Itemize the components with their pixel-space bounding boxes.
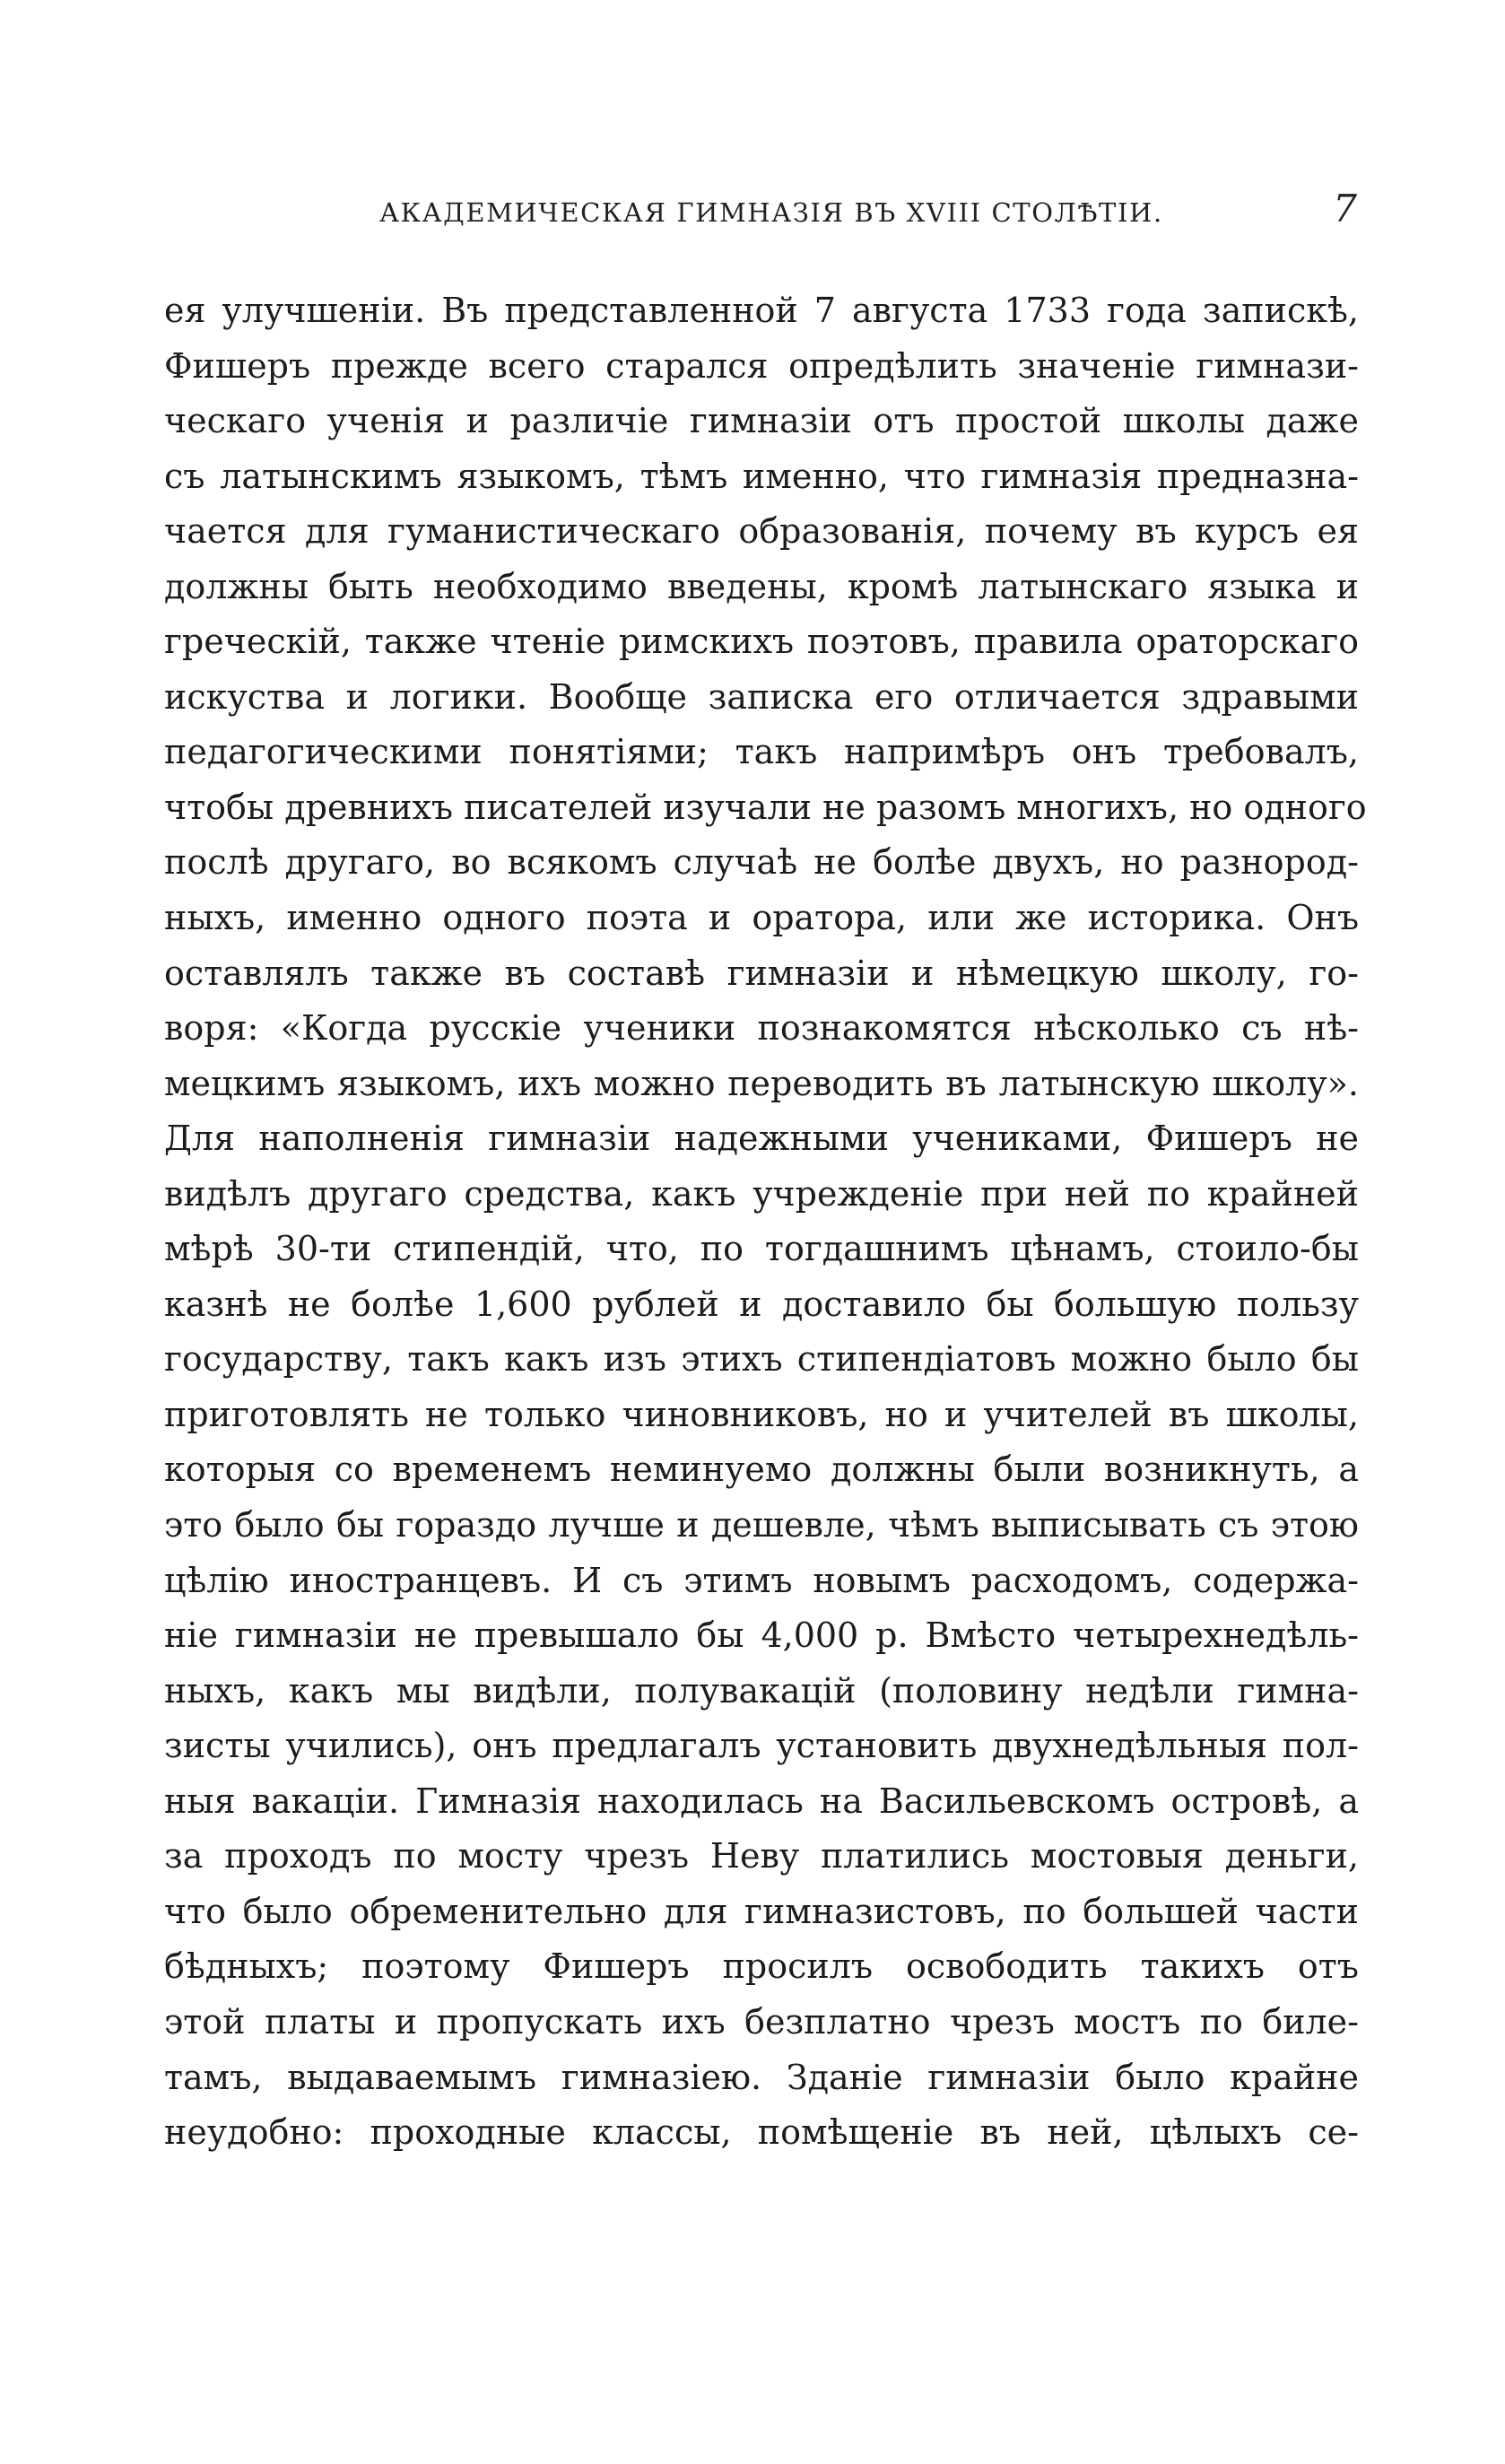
running-title: АКАДЕМИЧЕСКАЯ ГИМНАЗІЯ ВЪ XVIII СТОЛѢТІИ. <box>379 197 1163 228</box>
text-line: за проходъ по мосту чрезъ Неву платились мостовыя деньги, <box>164 1836 1359 1876</box>
text-line: должны быть необходимо введены, кромѣ латынскаго языка и <box>164 566 1359 606</box>
text-line: видѣлъ другаго средства, какъ учрежденіе при ней по крайней <box>164 1173 1359 1214</box>
text-line: Фишеръ прежде всего старался опредѣлить значеніе гимнази- <box>164 345 1359 386</box>
text-line: ея улучшеніи. Въ представленной 7 августа 1733 года запискѣ, <box>164 291 1359 330</box>
text-line: чается для гуманистическаго образованія, почему въ курсъ ея <box>164 511 1359 552</box>
text-line: ныхъ, какъ мы видѣли, полувакацій (половину недѣли гимна- <box>164 1670 1359 1711</box>
running-head <box>164 187 1357 233</box>
text-line: мецкимъ языкомъ, ихъ можно переводить въ латынскую школу». <box>164 1063 1359 1103</box>
text-line: греческій, также чтеніе римскихъ поэтовъ, правила ораторскаго <box>164 622 1359 662</box>
text-line: мѣрѣ 30-ти стипендій, что, по тогдашнимъ цѣнамъ, стоило-бы <box>164 1229 1359 1269</box>
text-line: оставлялъ также въ составѣ гимназіи и нѣмецкую школу, го- <box>164 953 1359 993</box>
text-line: воря: «Когда русскіе ученики познакомятся нѣсколько съ нѣ- <box>164 1008 1359 1049</box>
text-line: бѣдныхъ; поэтому Фишеръ просилъ освободить такихъ отъ <box>164 1946 1359 1987</box>
text-line: ніе гимназіи не превышало бы 4,000 р. Вмѣсто четырехнедѣль- <box>164 1615 1359 1656</box>
body-text <box>164 283 1367 2161</box>
text-line: зисты учились), онъ предлагалъ установить двухнедѣльныя пол- <box>164 1726 1359 1766</box>
text-line: ныхъ, именно одного поэта и оратора, или же историка. Онъ <box>164 898 1359 938</box>
text-line: педагогическими понятіями; такъ напримѣръ онъ требовалъ, <box>164 732 1359 772</box>
text-line: приготовлять не только чиновниковъ, но и учителей въ школы, <box>164 1394 1359 1434</box>
text-line: казнѣ не болѣе 1,600 рублей и доставило бы большую пользу <box>164 1284 1359 1324</box>
text-line: чтобы древнихъ писателей изучали не разомъ многихъ, но одного <box>164 787 1367 827</box>
text-line: Для наполненія гимназіи надежными учениками, Фишеръ не <box>164 1119 1359 1159</box>
text-line: этой платы и пропускать ихъ безплатно чрезъ мостъ по биле- <box>164 2001 1359 2042</box>
text-line: которыя со временемъ неминуемо должны были возникнуть, а <box>164 1450 1359 1490</box>
text-line: это было бы гораздо лучше и дешевле, чѣмъ выписывать съ этою <box>164 1505 1359 1545</box>
text-line: государству, такъ какъ изъ этихъ стипендіатовъ можно было бы <box>164 1339 1359 1380</box>
text-line: послѣ другаго, во всякомъ случаѣ не болѣе двухъ, но разнород- <box>164 842 1359 883</box>
text-line: неудобно: проходные классы, помѣщеніе въ ней, цѣлыхъ се- <box>164 2112 1359 2153</box>
text-line: ныя вакаціи. Гимназія находилась на Васильевскомъ островѣ, а <box>164 1781 1359 1821</box>
text-line: цѣлію иностранцевъ. И съ этимъ новымъ расходомъ, содержа- <box>164 1560 1359 1600</box>
text-line: тамъ, выдаваемымъ гимназіею. Зданіе гимназіи было крайне <box>164 2057 1359 2097</box>
text-line: искуства и логики. Вообще записка его отличается здравыми <box>164 676 1359 717</box>
text-line: ческаго ученія и различіе гимназіи отъ простой школы даже <box>164 401 1359 441</box>
text-line: съ латынскимъ языкомъ, тѣмъ именно, что гимназія предназна- <box>164 456 1359 496</box>
text-line: что было обременительно для гимназистовъ, по большей части <box>164 1891 1359 1931</box>
page-number: 7 <box>1333 187 1357 231</box>
